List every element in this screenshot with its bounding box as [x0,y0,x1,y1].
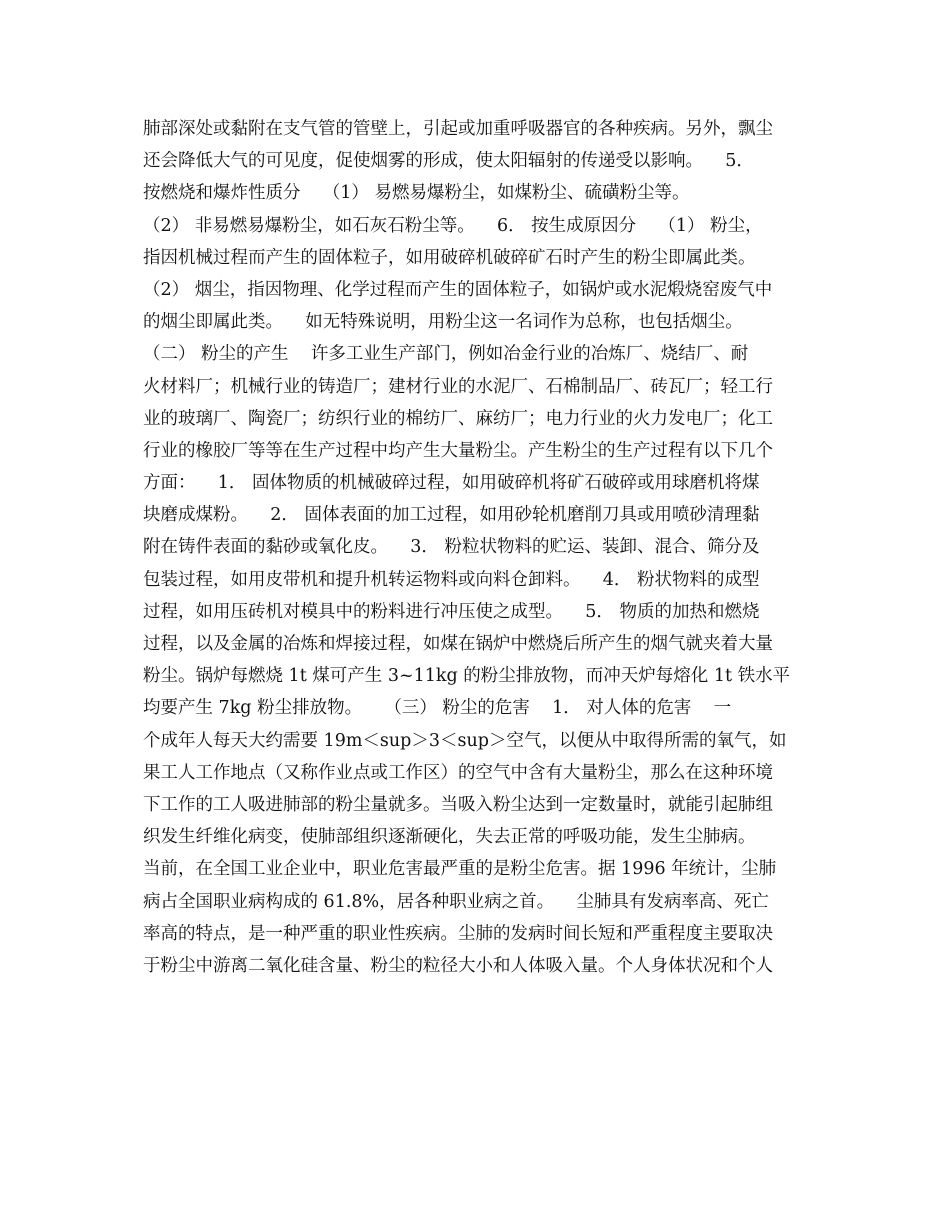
text-line: 病占全国职业病构成的 61.8%，居各种职业病之首。 尘肺具有发病率高、死亡 [143,891,769,912]
text-line: 下工作的工人吸进肺部的粉尘量就多。当吸入粉尘达到一定数量时，就能引起肺组 [143,794,773,815]
text-line: 均要产生 7kg 粉尘排放物。 （三） 粉尘的危害 1． 对人体的危害 一 [143,698,732,719]
text-line: （2） 非易燃易爆粉尘，如石灰石粉尘等。 6． 按生成原因分 （1） 粉尘， [143,215,763,236]
text-line: 于粉尘中游离二氧化硅含量、粉尘的粒径大小和人体吸入量。个人身体状况和个人 [143,955,773,976]
text-line: 过程，如用压砖机对模具中的粉料进行冲压使之成型。 5． 物质的加热和燃烧 [143,601,760,622]
text-line: 指因机械过程而产生的固体粒子，如用破碎机破碎矿石时产生的粉尘即属此类。 [143,247,756,268]
text-line: 行业的橡胶厂等等在生产过程中均产生大量粉尘。产生粉尘的生产过程有以下几个 [143,440,773,461]
text-line: 火材料厂；机械行业的铸造厂；建材行业的水泥厂、石棉制品厂、砖瓦厂；轻工行 [143,376,773,397]
text-line: 的烟尘即属此类。 如无特殊说明，用粉尘这一名词作为总称，也包括烟尘。 [143,312,743,333]
text-line: 附在铸件表面的黏砂或氧化皮。 3． 粉粒状物料的贮运、装卸、混合、筛分及 [143,537,760,558]
text-line: （2） 烟尘，指因物理、化学过程而产生的固体粒子，如锅炉或水泥煅烧窑废气中 [143,279,773,300]
text-line: 按燃烧和爆炸性质分 （1） 易燃易爆粉尘，如煤粉尘、硫磺粉尘等。 [143,183,690,204]
text-line: 率高的特点，是一种严重的职业性疾病。尘肺的发病时间长短和严重程度主要取决 [143,923,773,944]
body-text [143,113,823,982]
text-line: 肺部深处或黏附在支气管的管壁上，引起或加重呼吸器官的各种疾病。另外，飘尘 [143,119,773,139]
text-line: 方面： 1． 固体物质的机械破碎过程，如用破碎机将矿石破碎或用球磨机将煤 [143,473,760,494]
text-line: 粉尘。锅炉每燃烧 1t 煤可产生 3~11kg 的粉尘排放物，而冲天炉每熔化 1t 铁水平 [143,666,791,687]
text-line: 过程，以及金属的冶炼和焊接过程，如煤在锅炉中燃烧后所产生的烟气就夹着大量 [143,634,773,654]
text-line: （二） 粉尘的产生 许多工业生产部门，例如冶金行业的冶炼厂、烧结厂、耐 [143,344,749,365]
text-line: 果工人工作地点（又称作业点或工作区）的空气中含有大量粉尘，那么在这种环境 [143,762,773,783]
text-line: 织发生纤维化病变，使肺部组织逐渐硬化，失去正常的呼吸功能，发生尘肺病。 [143,827,756,848]
text-line: 包装过程，如用皮带机和提升机转运物料或向料仓卸料。 4． 粉状物料的成型 [143,569,760,590]
text-line: 当前，在全国工业企业中，职业危害最严重的是粉尘危害。据 1996 年统计，尘肺 [143,859,777,880]
text-line: 块磨成煤粉。 2． 固体表面的加工过程，如用砂轮机磨削刀具或用喷砂清理黏 [143,505,760,526]
text-line: 个成年人每天大约需要 19m＜sup＞3＜sup＞空气，以便从中取得所需的氧气，如 [143,730,787,751]
text-line: 还会降低大气的可见度，促使烟雾的形成，使太阳辐射的传递受以影响。 5． [143,151,754,172]
text-line: 业的玻璃厂、陶瓷厂；纺织行业的棉纺厂、麻纺厂；电力行业的火力发电厂；化工 [143,408,773,429]
